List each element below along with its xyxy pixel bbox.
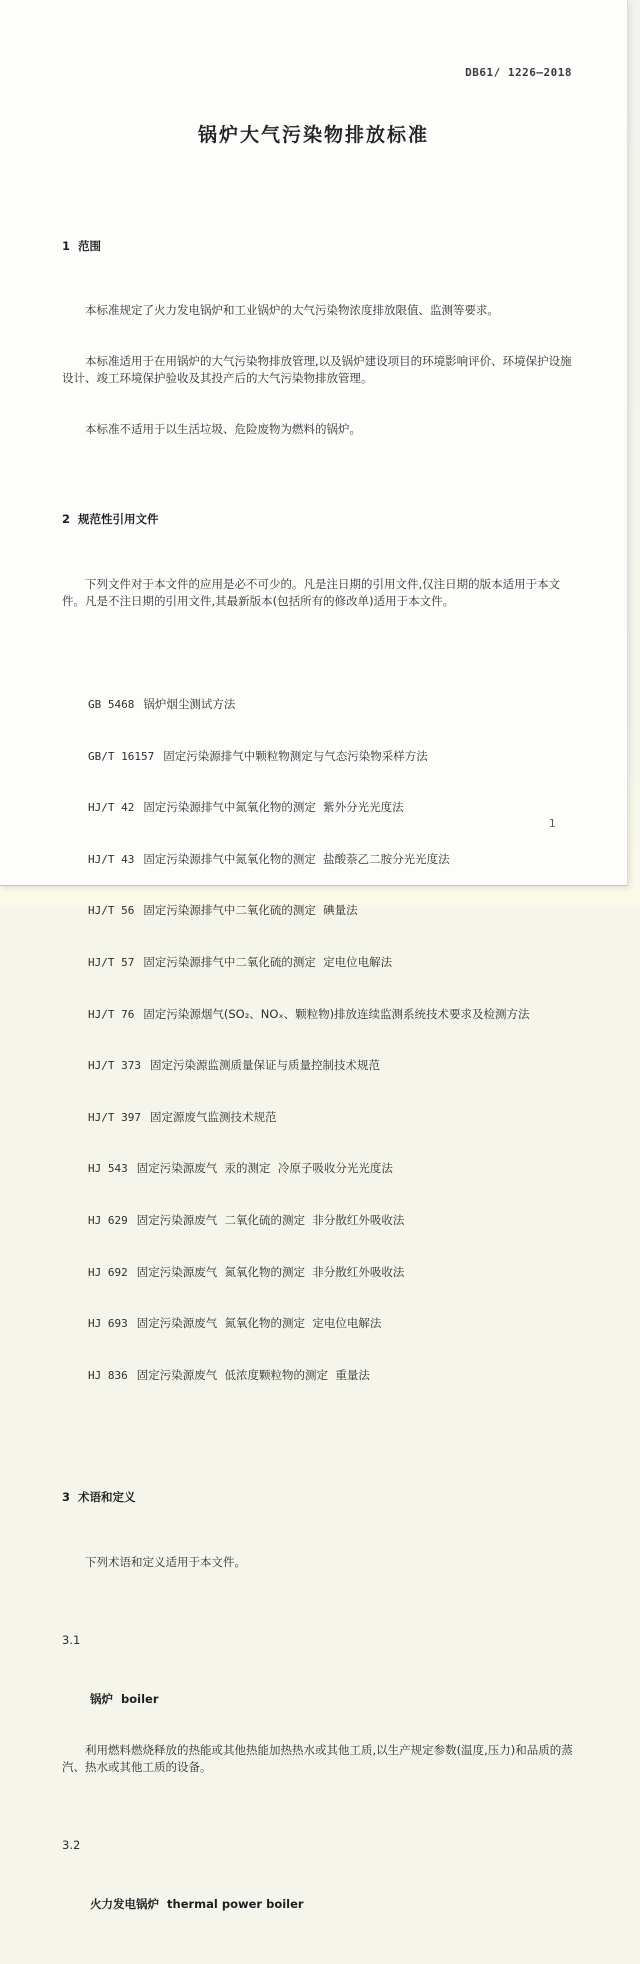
reference-item [62,1006,577,1024]
scope-paragraph: 本标准规定了火力发电锅炉和工业锅炉的大气污染物浓度排放限值、监测等要求。 [85,303,499,317]
reference-code: HJ/T 56 [88,904,135,918]
reference-code: HJ/T 76 [88,1007,135,1021]
reference-title: 锅炉烟尘测试方法 [143,697,236,711]
reference-title: 固定污染源烟气(SO₂、NOₓ、颗粒物)排放连续监测系统技术要求及检测方法 [143,1006,530,1021]
reference-item [62,1315,577,1333]
page-number: 1 [549,818,556,830]
reference-title: 固定污染源废气 低浓度颗粒物的测定 重量法 [136,1367,370,1382]
reference-title: 固定污染源废气 二氧化硫的测定 非分散红外吸收法 [136,1212,405,1227]
reference-title: 固定污染源废气 氮氧化物的测定 非分散红外吸收法 [136,1264,405,1279]
reference-title: 固定源废气监测技术规范 [149,1109,277,1124]
reference-item [62,1057,577,1075]
reference-code: GB/T 16157 [88,749,155,763]
reference-code: HJ/T 397 [88,1110,141,1124]
reference-code: HJ 629 [88,1213,128,1227]
reference-code: HJ/T 42 [88,801,135,815]
scope-paragraph: 本标准适用于在用锅炉的大气污染物排放管理,以及锅炉建设项目的环境影响评价、环境保护设施设计、竣工环境保护验收及其投产后的大气污染物排放管理。 [62,354,572,385]
section-heading-normative-references: 2 规范性引用文件 [62,512,159,526]
reference-item [62,1212,577,1230]
doc-title: 锅炉大气污染物排放标准 [197,124,429,146]
reference-title: 固定污染源废气 氮氧化物的测定 定电位电解法 [136,1316,382,1331]
term-number: 3.2 [62,1838,81,1853]
reference-item [62,902,577,920]
term-name: 锅炉 boiler [90,1692,159,1707]
reference-title: 固定污染源排气中颗粒物测定与气态污染物采样方法 [163,748,428,763]
reference-code: HJ/T 57 [88,955,135,969]
reference-code: HJ/T 43 [88,852,135,866]
normative-references-intro: 下列文件对于本文件的应用是必不可少的。凡是注日期的引用文件,仅注日期的版本适用于本文件。凡是不注日期的引用文件,其最新版本(包括所有的修改单)适用于本文件。 [62,577,561,608]
document-body [0,149,627,1964]
section-heading-terms: 3 术语和定义 [62,1490,136,1505]
reference-code: HJ 836 [88,1368,128,1382]
term-name: 火力发电锅炉 thermal power boiler [90,1897,304,1912]
reference-code: HJ/T 373 [88,1059,141,1073]
reference-title: 固定污染源废气 汞的测定 冷原子吸收分光光度法 [136,1161,393,1176]
reference-code: GB 5468 [88,698,135,711]
doc-code: DB61/ 1226—2018 [465,66,572,79]
reference-title: 固定污染源排气中二氧化硫的测定 碘量法 [143,903,358,918]
reference-item [62,954,577,972]
reference-code: HJ 693 [88,1317,128,1331]
reference-item [62,748,577,766]
reference-item [62,1109,577,1127]
section-heading-scope: 1 范围 [62,239,102,253]
reference-code: HJ 692 [88,1265,128,1279]
reference-item [62,696,577,714]
scope-paragraph: 本标准不适用于以生活垃圾、危险废物为燃料的锅炉。 [85,422,361,436]
reference-title: 固定污染源排气中氮氧化物的测定 紫外分光光度法 [143,800,404,815]
reference-item [62,1264,577,1282]
reference-item [62,851,577,869]
reference-code: HJ 543 [88,1162,128,1176]
terms-intro: 下列术语和定义适用于本文件。 [85,1555,246,1570]
reference-item [62,799,577,817]
reference-title: 固定污染源排气中二氧化硫的测定 定电位电解法 [143,954,393,969]
term-definition: 利用燃料燃烧释放的热能或其他热能加热热水或其他工质,以生产规定参数(温度,压力)和品质的蒸汽、热水或其他工质的设备。 [62,1743,573,1775]
reference-item [62,1160,577,1178]
reference-item [62,1367,577,1385]
reference-list [62,662,577,1418]
term-number: 3.1 [62,1633,81,1648]
reference-title: 固定污染源排气中氮氧化物的测定 盐酸萘乙二胺分光光度法 [143,851,450,866]
reference-title: 固定污染源监测质量保证与质量控制技术规范 [149,1058,380,1073]
